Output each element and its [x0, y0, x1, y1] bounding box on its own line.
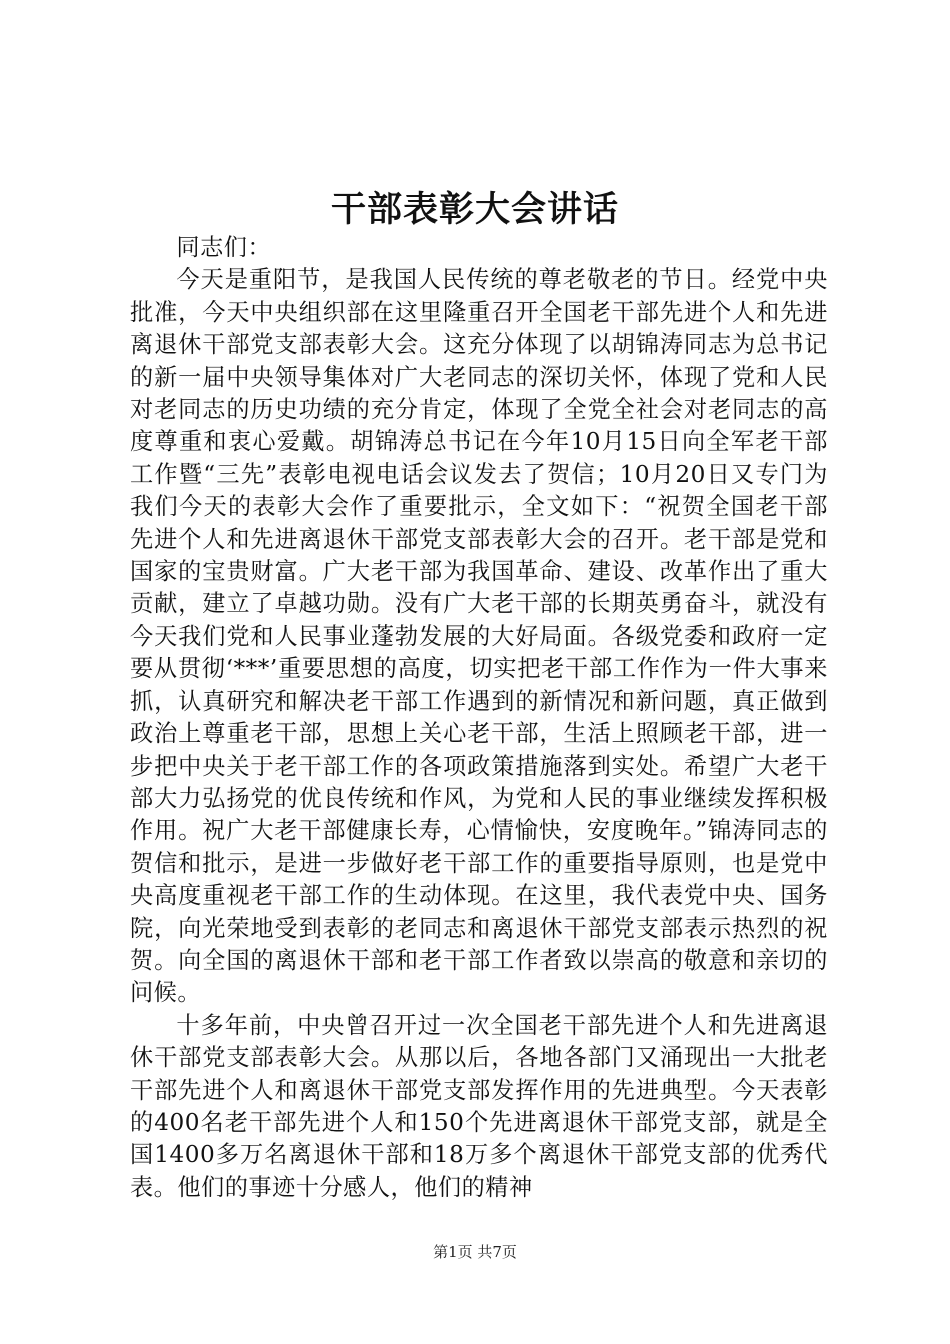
document-body	[130, 232, 828, 1204]
document-title: 干部表彰大会讲话	[330, 189, 619, 230]
paragraph-1: 今天是重阳节，是我国人民传统的尊老敬老的节日。经党中央批准，今天中央组织部在这里隆重召开全国老干部先进个人和先进离退休干部党支部表彰大会。这充分体现了以胡锦涛同志为总书记的新一届中央领导集体对广大老同志的深切关怀，体现了党和人民对老同志的历史功绩的充分肯定，体现了全党全社会对老同志的高度尊重和衷心爱戴。胡锦涛总书记在今年10月15日向全军老干部工作暨“三先”表彰电视电话会议发去了贺信；10月20日又专门为我们今天的表彰大会作了重要批示，全文如下：“祝贺全国老干部先进个人和先进离退休干部党支部表彰大会的召开。老干部是党和国家的宝贵财富。广大老干部为我国革命、建设、改革作出了重大贡献，建立了卓越功勋。没有广大老干部的长期英勇奋斗，就没有今天我们党和人民事业蓬勃发展的大好局面。各级党委和政府一定要从贯彻‘***’重要思想的高度，切实把老干部工作作为一件大事来抓，认真研究和解决老干部工作遇到的新情况和新问题，真正做到政治上尊重老干部，思想上关心老干部，生活上照顾老干部，进一步把中央关于老干部工作的各项政策措施落到实处。希望广大老干部大力弘扬党的优良传统和作风，为党和人民的事业继续发挥积极作用。祝广大老干部健康长寿，心情愉快，安度晚年。”锦涛同志的贺信和批示，是进一步做好老干部工作的重要指导原则，也是党中央高度重视老干部工作的生动体现。在这里，我代表党中央、国务院，向光荣地受到表彰的老同志和离退休干部党支部表示热烈的祝贺。向全国的离退休干部和老干部工作者致以崇高的敬意和亲切的问候。	[130, 266, 828, 1007]
salutation: 同志们：	[176, 234, 272, 261]
page-number-footer: 第1页 共7页	[433, 1243, 517, 1261]
paragraph-2: 十多年前，中央曾召开过一次全国老干部先进个人和先进离退休干部党支部表彰大会。从那以后，各地各部门又涌现出一大批老干部先进个人和离退休干部党支部发挥作用的先进典型。今天表彰的400名老干部先进个人和150个先进离退休干部党支部，就是全国1400多万名离退休干部和18万多个离退休干部党支部的优秀代表。他们的事迹十分感人，他们的精神	[130, 1011, 828, 1201]
